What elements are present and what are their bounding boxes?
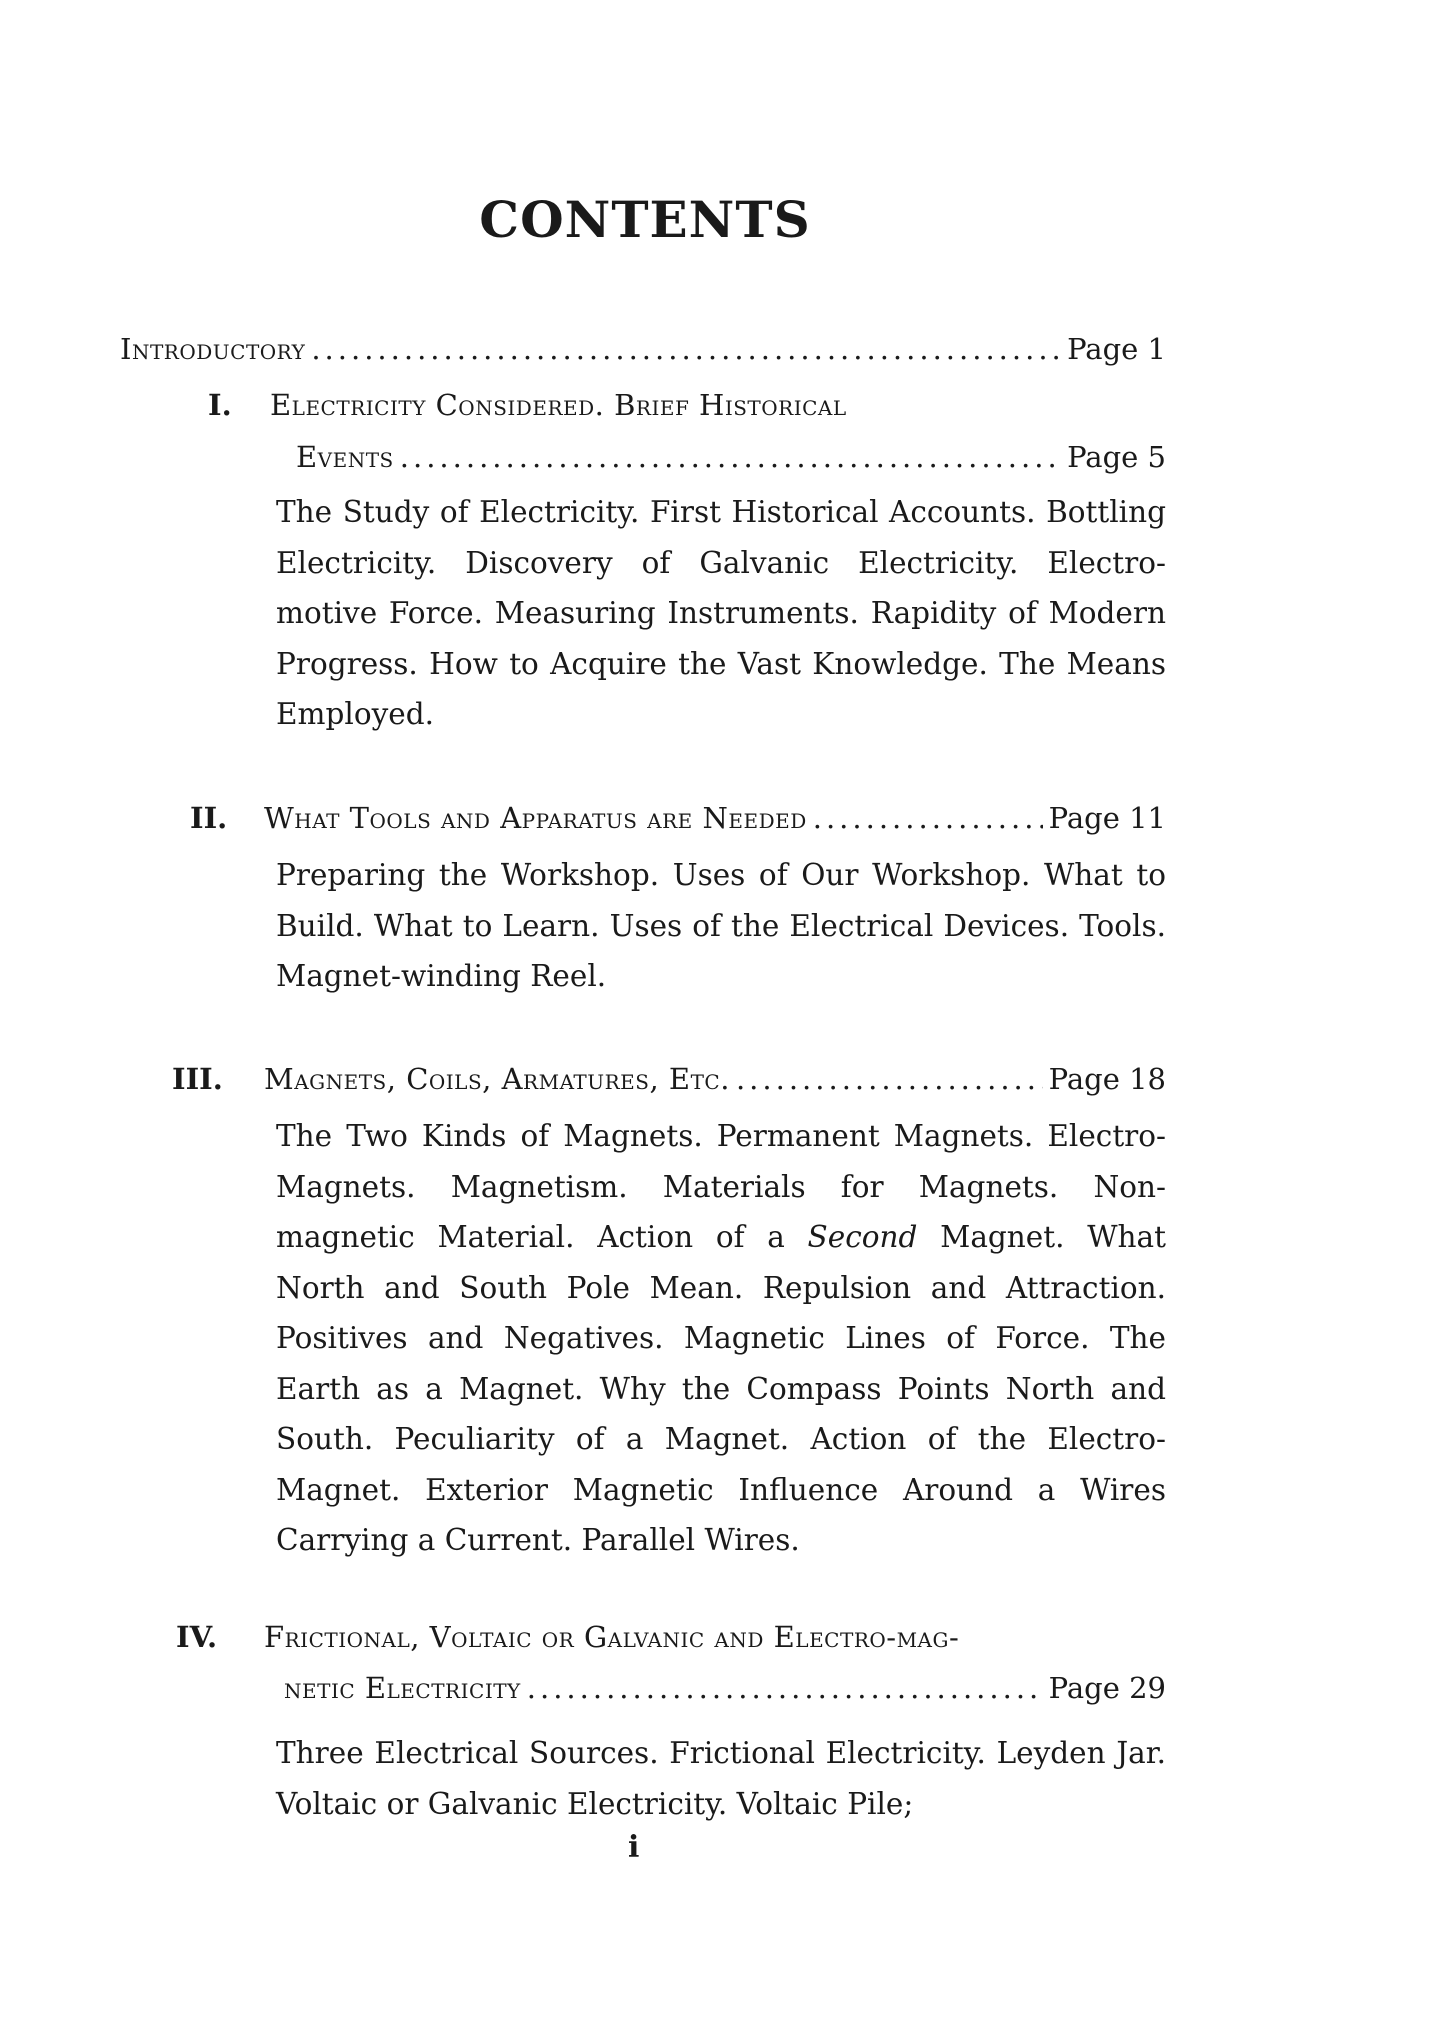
chapter-numeral: III. [172, 1062, 223, 1096]
description-text: The Two Kinds of Magnets. Permanent Magnets. Electro-Magnets. Magnetism. Materials for Magnets. Non-magnetic Material. Action of a [276, 1119, 1166, 1254]
toc-entry-chapter-4-continued[interactable] [284, 1671, 1166, 1705]
page-title: CONTENTS [479, 190, 811, 249]
dot-leader [527, 1671, 1043, 1705]
chapter-title: What Tools and Apparatus are Needed [264, 801, 807, 835]
chapter-title-continued: Events [296, 440, 394, 474]
toc-page-number: Page 11 [1048, 801, 1166, 835]
toc-page-number: Page 18 [1048, 1062, 1166, 1096]
chapter-title: Frictional, Voltaic or Galvanic and Electro-mag- [264, 1620, 960, 1654]
description-emphasis: Second [807, 1220, 918, 1254]
page-folio: i [628, 1830, 640, 1865]
chapter-numeral: IV. [176, 1620, 218, 1654]
toc-entry-chapter-1[interactable] [208, 388, 1166, 422]
toc-page-number: Page 5 [1067, 440, 1166, 474]
toc-page-number: Page 1 [1067, 332, 1166, 366]
toc-entry-chapter-4[interactable] [176, 1620, 1166, 1654]
chapter-numeral: II. [190, 801, 228, 835]
chapter-numeral: I. [208, 388, 232, 422]
toc-entry-label: Introductory [120, 332, 306, 366]
chapter-title-continued: netic Electricity [284, 1671, 521, 1705]
dot-leader [813, 801, 1043, 835]
description-text: Magnet. What North and South Pole Mean. Repulsion and Attraction. Positives and Negatives. Magnetic Lines of Force. The Earth as a Magnet. Why the Compass Points North and South. Peculiarity of a Magnet. Action of the Electro-Magnet. Exterior Magnetic Influence Around a Wires Carrying a Current. Parallel Wires. [276, 1220, 1166, 1557]
chapter-description: Preparing the Workshop. Uses of Our Workshop. What to Build. What to Learn. Uses of the Electrical Devices. Tools. Magnet-winding Reel. [276, 858, 1166, 993]
toc-page-number: Page 29 [1048, 1671, 1166, 1705]
chapter-description: Three Electrical Sources. Frictional Electricity. Leyden Jar. Voltaic or Galvanic Electricity. Voltaic Pile; [276, 1736, 1166, 1821]
chapter-description: The Study of Electricity. First Historical Accounts. Bottling Electricity. Discovery of Galvanic Electricity. Electro-motive Force. Measuring Instruments. Rapidity of Modern Progress. How to Acquire the Vast Knowledge. The Means Employed. [276, 495, 1166, 731]
toc-entry-introductory[interactable] [120, 332, 1166, 366]
toc-entry-chapter-2[interactable] [190, 801, 1166, 835]
toc-entry-chapter-3[interactable] [172, 1062, 1166, 1096]
dot-leader [311, 332, 1061, 366]
chapter-description [276, 1111, 1166, 1566]
dot-leader [736, 1062, 1043, 1096]
dot-leader [400, 440, 1061, 474]
chapter-title: Electricity Considered. Brief Historical [270, 388, 847, 422]
toc-entry-chapter-1-continued[interactable] [296, 440, 1166, 474]
chapter-title: Magnets, Coils, Armatures, Etc. [264, 1062, 730, 1096]
